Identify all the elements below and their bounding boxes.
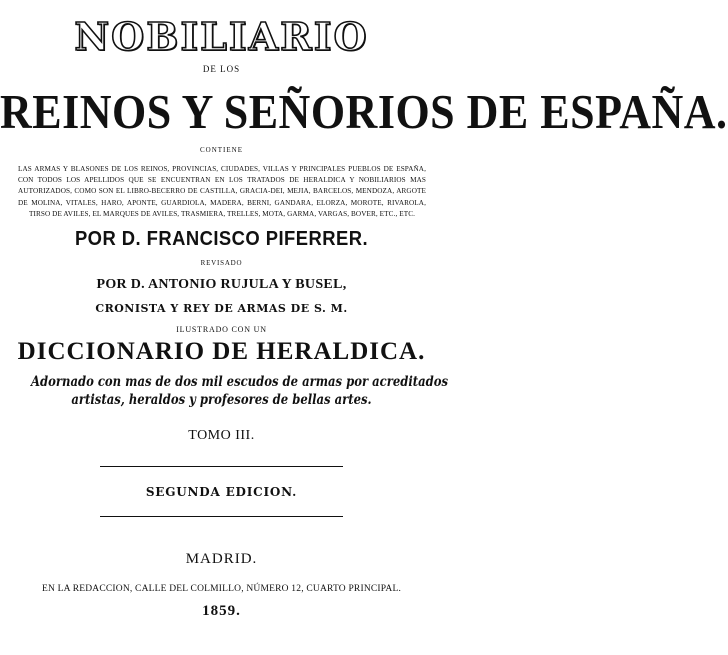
contents-label: CONTIENE bbox=[200, 146, 243, 154]
dictionary-title: DICCIONARIO DE HERALDICA. bbox=[17, 338, 426, 365]
imprint-year: 1859. bbox=[202, 603, 241, 619]
main-title: NOBILIARIO bbox=[74, 14, 369, 59]
imprint-city: MADRID. bbox=[185, 551, 258, 567]
revised-label: REVISADO bbox=[200, 259, 243, 267]
edition-top-rule bbox=[100, 466, 343, 467]
reviser-line: POR D. ANTONIO RUJULA Y BUSEL, bbox=[96, 277, 347, 292]
illustration-label: ILUSTRADO CON UN bbox=[176, 325, 267, 334]
edition-bottom-rule bbox=[100, 516, 343, 517]
imprint-address: EN LA REDACCION, CALLE DEL COLMILLO, NÚMERO 12, CUARTO PRINCIPAL. bbox=[41, 584, 402, 594]
illustration-line-1: Adornado con mas de dos mil escudos de armas por acreditados bbox=[31, 374, 449, 390]
subtitle: REINOS Y SEÑORIOS DE ESPAÑA. bbox=[0, 85, 728, 139]
volume-number: TOMO III. bbox=[188, 428, 255, 443]
reviser-title: CRONISTA Y REY DE ARMAS DE S. M. bbox=[95, 302, 348, 315]
illustration-line-2: artistas, heraldos y profesores de bellas artes. bbox=[71, 392, 372, 408]
title-connector: DE LOS bbox=[202, 64, 241, 74]
author-line: POR D. FRANCISCO PIFERRER. bbox=[74, 228, 369, 250]
contents-description: LAS ARMAS Y BLASONES DE LOS REINOS, PROVINCIAS, CIUDADES, VILLAS Y PRINCIPALES PUEBLOS DE ESPAÑA, CON TODOS LOS APELLIDOS QUE SE ENCUENTRAN EN LOS TRATADOS DE HERALDICA Y NOBILIARIOS MAS AUTORIZADOS, COMO SON EL LIBRO-BECERRO DE CASTILLA, GRACIA-DEI, MEJIA, BARCELOS, MENDOZA, ARGOTE DE MOLINA, VITALES, HARO, APONTE, GUARDIOLA, MADERA, BERNI, GANDARA, ELORZA, MOROTE, RIVAROLA, TIRSO DE AVILES, EL MARQUES DE AVILES, TRASMIERA, TRELLES, MOTA, GARMA, VARGAS, BOVER, ETC., ETC. bbox=[18, 165, 426, 218]
edition-label: SEGUNDA EDICION. bbox=[145, 485, 298, 499]
